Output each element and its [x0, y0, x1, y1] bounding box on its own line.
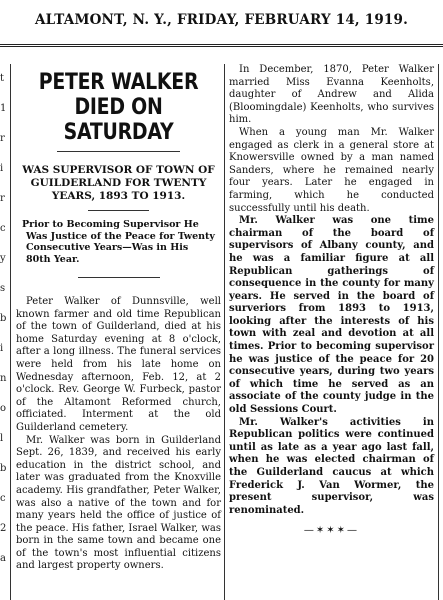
masthead-place: ALTAMONT, N. Y.,: [35, 12, 173, 28]
fragment-letter: c: [0, 493, 6, 504]
article-body-col2-bold: [229, 215, 434, 517]
fragment-letter: r: [0, 193, 5, 204]
fragment-letter: n: [0, 373, 7, 384]
article-paragraph: Mr. Walker was one time chairman of the board of supervisors of Albany county, and he was a familiar figure at all Republican gatherings of consequence in the county for many years. He served in the board of surveriors from 1893 to 1913, looking after the interests of his town with zeal and devotion at all times. Prior to becoming supervisor he was justice of the peace for 20 consecutive years, during two years of which time he served as an associate of the county judge in the old Sessions Court.: [229, 215, 434, 416]
article-body-col2: [229, 64, 434, 215]
fragment-letter: c: [0, 223, 6, 234]
column-divider-center: [224, 64, 225, 600]
article-paragraph: When a young man Mr. Walker engaged as clerk in a general store at Knowersville owned by a man named Sanders, where he remained nearly four years. Later he engaged in farming, which he conducted successfully until his death.: [229, 126, 434, 214]
fragment-letter: i: [0, 343, 4, 354]
article-paragraph: In December, 1870, Peter Walker married Miss Evanna Keenholts, daughter of Andrew and Alida (Bloomingdale) Keenholts, who survives him.: [229, 64, 434, 126]
article-paragraph: Peter Walker of Dunnsville, well known farmer and old time Republican of the town of Guilderland, died at his home Saturday evening at 8 o'clock, after a long illness. The funeral services were held from his late home on Wednesday afternoon, Feb. 12, at 2 o'clock. Rev. George W. Furbeck, pastor of the Altamont Reformed church, officiated. Interment at the old Guilderland cemetery.: [16, 296, 221, 433]
fragment-letter: i: [0, 163, 4, 174]
article-headline: PETER WALKER DIED ON SATURDAY: [38, 70, 199, 145]
adjacent-column-fragment: [0, 64, 8, 600]
fragment-letter: b: [0, 463, 7, 474]
fragment-letter: l: [0, 433, 4, 444]
masthead: [0, 0, 443, 40]
article-body-col1: [16, 296, 221, 573]
fragment-letter: 1: [0, 103, 7, 114]
masthead-date: FRIDAY, FEBRUARY 14, 1919.: [176, 12, 408, 28]
fragment-letter: o: [0, 403, 7, 414]
fragment-letter: b: [0, 313, 7, 324]
subhead-rule: [88, 210, 150, 211]
fragment-letter: t: [0, 73, 5, 84]
fragment-letter: r: [0, 133, 5, 144]
article-paragraph: Mr. Walker's activities in Republican politics were continued until as late as a year ago last fall, when he was elected chairman of the Guilderland caucus at which Frederick J. Van Wormer, the present supervisor, was renominated.: [229, 416, 434, 516]
headline-rule: [57, 151, 180, 152]
article-end-mark: —✶✶✶—: [303, 525, 360, 537]
fragment-letter: 2: [0, 523, 7, 534]
fragment-letter: y: [0, 253, 6, 264]
column-divider-left: [10, 64, 11, 600]
fragment-letter: s: [0, 283, 6, 294]
article-column-1: [16, 64, 221, 573]
article-deck: Prior to Becoming Supervisor He Was Justice of the Peace for Twenty Consecutive Years—Was in His 80th Year.: [22, 219, 215, 265]
deck-rule: [78, 277, 160, 278]
article-column-2: [229, 64, 434, 538]
fragment-letter: a: [0, 553, 6, 564]
column-divider-right: [438, 64, 439, 600]
article-paragraph: Mr. Walker was born in Guilderland Sept. 26, 1839, and received his early education in the district school, and later was graduated from the Knoxville academy. His grandfather, Peter Walker, was also a native of the town and for many years held the office of justice of the peace. His father, Israel Walker, was born in the same town and became one of the town's most influential citizens and largest property owners.: [16, 434, 221, 572]
masthead-rule: [0, 44, 443, 47]
article-subhead: WAS SUPERVISOR OF TOWN OF GUILDERLAND FOR TWENTY YEARS, 1893 TO 1913.: [22, 164, 215, 202]
